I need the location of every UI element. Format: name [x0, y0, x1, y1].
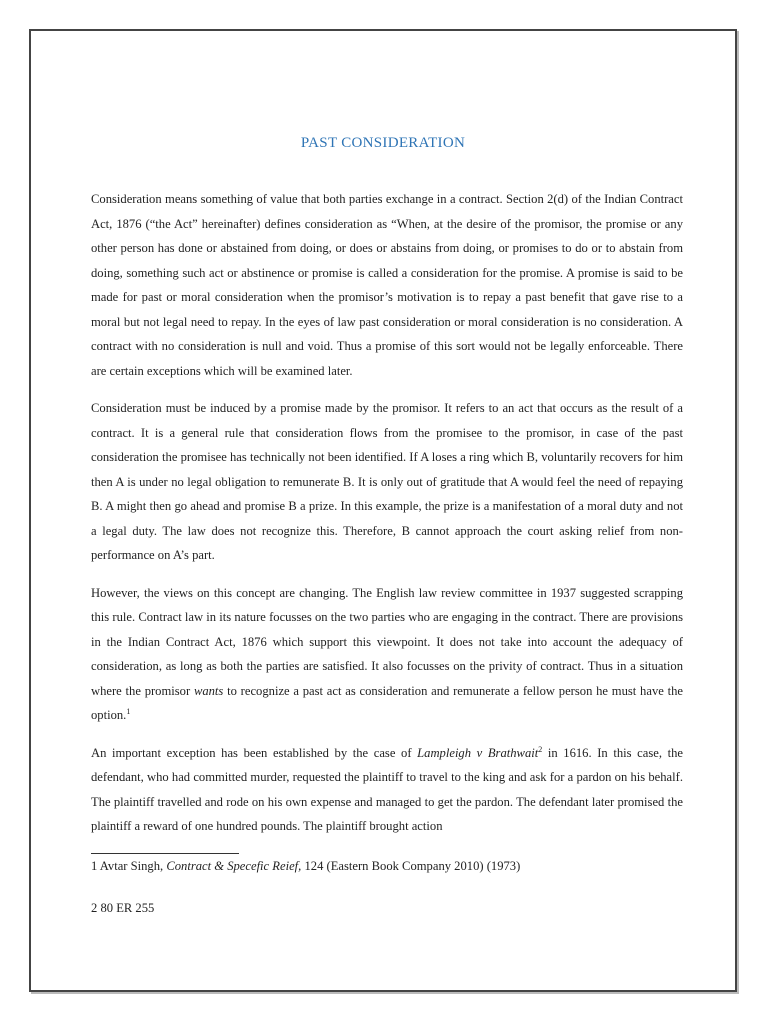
page-title: PAST CONSIDERATION [300, 135, 466, 151]
case-name: Lampleigh v Brathwait [417, 745, 539, 760]
paragraph-4-text-a: An important exception has been established by the case of [91, 745, 418, 760]
paragraph-3 [91, 581, 683, 728]
footnotes [91, 853, 683, 918]
paragraph-4 [91, 741, 683, 839]
footnote-ref-2[interactable]: 2 [538, 744, 543, 754]
document-page [29, 29, 737, 992]
paragraph-2: Consideration must be induced by a promise made by the promisor. It refers to an act that occurs as the result of a contract. It is a general rule that consideration flows from the promisee to the promisor, in case of the past consideration the promisee has technically not been identified. If A loses a ring which B, voluntarily recovers for him then A is under no legal obligation to remunerate B. It is only out of gratitude that A would feel the need of repaying B. A might then go ahead and promise B a prize. In this example, the prize is a manifestation of a moral duty and not a legal duty. The law does not recognize this. Therefore, B cannot approach the court asking relief from non-performance on A’s part. [91, 401, 683, 562]
footnote-1-title: Contract & Specefic Reief, [166, 859, 302, 873]
footnote-separator [91, 853, 239, 854]
paragraph-3-text-a: However, the views on this concept are changing. The English law review committee in 1937 suggested scrapping this rule. Contract law in its nature focusses on the two parties who are engaging in the contract. There are provisions in the Indian Contract Act, 1876 which support this viewpoint. It does not take into account the adequacy of consideration, as long as both the parties are satisfied. It also focusses on the privity of contract. Thus in a situation where the promisor [91, 585, 683, 698]
footnote-2: 2 80 ER 255 [91, 901, 155, 915]
footnote-ref-1[interactable]: 1 [126, 706, 131, 716]
paragraph-1: Consideration means something of value that both parties exchange in a contract. Section 2(d) of the Indian Contract Act, 1876 (“the Act” hereinafter) defines consideration as “When, at the desire of the promisor, the promise or any other person has done or abstained from doing, or does or abstains from doing, or promises to do or to abstain from doing, something such act or abstinence or promise is called a consideration for the promise. A promise is said to be made for past or moral consideration when the promisor’s motivation is to repay a past benefit that gave rise to a moral but not legal need to repay. In the eyes of law past consideration or moral consideration is no consideration. A contract with no consideration is null and void. Thus a promise of this sort would not be legally enforceable. There are certain exceptions which will be examined later. [91, 192, 683, 378]
footnote-1-text-a: 1 Avtar Singh, [91, 859, 167, 873]
footnote-1 [91, 856, 683, 876]
paragraph-3-text-b: to recognize a past act as consideration and remunerate a fellow person he must have the option. [91, 683, 683, 722]
footnote-1-text-b: 124 (Eastern Book Company 2010) (1973) [301, 859, 521, 873]
paragraph-3-emphasis: wants [193, 683, 224, 698]
paragraph-4-text-b: in 1616. In this case, the defendant, who had committed murder, requested the plaintiff to travel to the king and ask for a pardon on his behalf. The plaintiff travelled and rode on his own expense and managed to get the pardon. The defendant later promised the plaintiff a reward of one hundred pounds. The plaintiff brought action [91, 745, 683, 833]
document-body [91, 187, 683, 852]
